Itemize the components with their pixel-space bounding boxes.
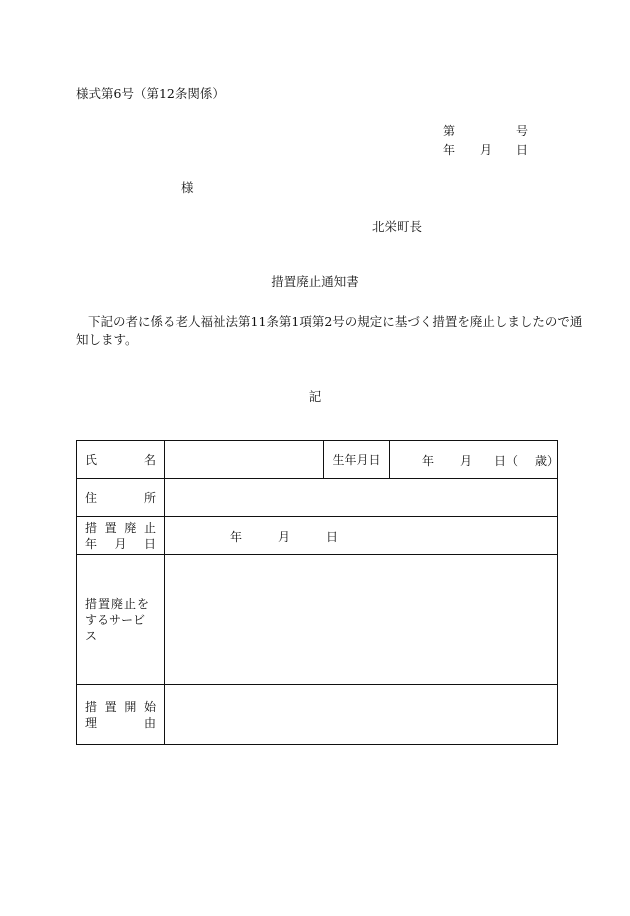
document-title: 措置廃止通知書 (271, 274, 359, 289)
address-value-cell (165, 479, 558, 517)
birth-value-cell (390, 441, 558, 479)
name-value-cell (165, 441, 324, 479)
body-text-line-1: 下記の者に係る老人福祉法第11条第1項第2号の規定に基づく措置を廃止しましたので通 (88, 314, 583, 329)
abolish-month: 月 (278, 529, 291, 544)
reason-value-cell (165, 685, 558, 745)
notice-table (76, 440, 558, 745)
row-service (77, 555, 558, 685)
abolish-date-value-cell (165, 517, 558, 555)
service-value-cell (165, 555, 558, 685)
addressee-suffix: 様 (181, 180, 194, 195)
birth-day: 日（ (494, 453, 519, 468)
abolish-day: 日 (326, 529, 339, 544)
row-abolish-date (77, 517, 558, 555)
issuer: 北栄町長 (372, 219, 423, 234)
name-label: 氏 名 (77, 441, 165, 479)
row-reason (77, 685, 558, 745)
body-text-line-2: 知します。 (76, 332, 138, 347)
birth-age: 歳） (535, 453, 560, 468)
abolish-date-label: 措 置 廃 止 年 月 日 (77, 517, 165, 555)
birth-month: 月 (460, 453, 473, 468)
date-year: 年 (443, 143, 456, 157)
birth-label: 生年月日 (324, 441, 390, 479)
address-label: 住 所 (77, 479, 165, 517)
birth-year: 年 (422, 453, 435, 468)
number-suffix: 号 (516, 124, 529, 138)
date-day: 日 (516, 143, 529, 157)
ki-label: 記 (308, 389, 322, 404)
row-name (77, 441, 558, 479)
row-address (77, 479, 558, 517)
reason-label: 措 置 開 始 理 由 (77, 685, 165, 745)
form-id: 様式第6号（第12条関係） (76, 86, 225, 101)
service-label: 措置廃止を するサービス (77, 555, 165, 685)
date-month: 月 (480, 143, 493, 157)
number-prefix: 第 (443, 124, 456, 138)
abolish-year: 年 (230, 529, 243, 544)
